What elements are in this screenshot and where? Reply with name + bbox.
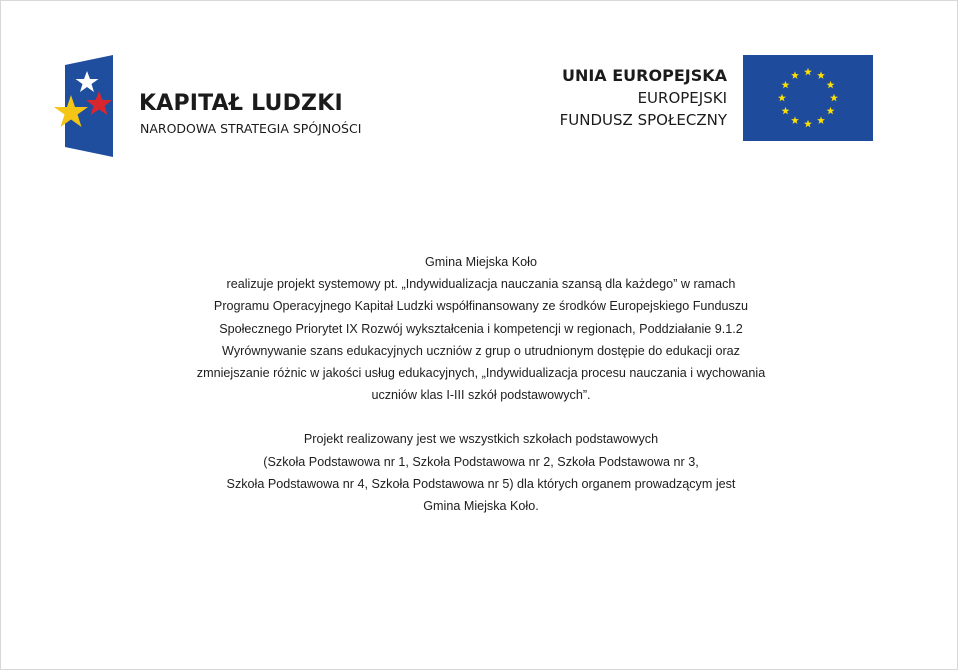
kapital-ludzki-emblem-icon	[53, 55, 115, 157]
text-line: Programu Operacyjnego Kapitał Ludzki współfinansowany ze środków Europejskiego Funduszu	[213, 299, 749, 314]
paragraph-spacer	[151, 406, 811, 428]
text-line: Gmina Miejska Koło.	[423, 499, 539, 514]
eu-line-fund-1: EUROPEJSKI	[637, 89, 727, 107]
text-line: uczniów klas I-III szkół podstawowych”.	[371, 388, 591, 403]
paragraph-project-description	[151, 251, 811, 406]
text-line: Wyrównywanie szans edukacyjnych uczniów z grup o utrudnionym dostępie do edukacji oraz	[222, 343, 740, 358]
document-body	[151, 251, 811, 517]
eu-text	[560, 65, 727, 131]
text-line: Szkoła Podstawowa nr 4, Szkoła Podstawowa nr 5) dla których organem prowadzącym jest	[226, 476, 736, 491]
paragraph-schools	[151, 428, 811, 517]
text-line: Projekt realizowany jest we wszystkich szkołach podstawowych	[303, 432, 659, 447]
text-line: (Szkoła Podstawowa nr 1, Szkoła Podstawowa nr 2, Szkoła Podstawowa nr 3,	[263, 454, 699, 469]
kapital-ludzki-subtitle: NARODOWA STRATEGIA SPÓJNOŚCI	[140, 121, 362, 136]
eu-line-fund-2: FUNDUSZ SPOŁECZNY	[559, 111, 727, 129]
text-line: Społecznego Priorytet IX Rozwój wykształcenia i kompetencji w regionach, Poddziałanie 9.1.2	[219, 321, 743, 336]
eu-flag-icon	[743, 55, 873, 141]
text-line: zmniejszanie różnic w jakości usług edukacyjnych, „Indywidualizacja procesu nauczania i wychowania	[196, 366, 766, 381]
text-line: Gmina Miejska Koło	[425, 255, 537, 269]
eu-logo	[541, 55, 873, 143]
kapital-ludzki-logo	[53, 55, 373, 159]
kapital-ludzki-title: KAPITAŁ LUDZKI	[139, 91, 343, 116]
text-line: realizuje projekt systemowy pt. „Indywidualizacja nauczania szansą dla każdego” w ramach	[226, 277, 736, 292]
eu-line-union: UNIA EUROPEJSKA	[561, 66, 727, 85]
